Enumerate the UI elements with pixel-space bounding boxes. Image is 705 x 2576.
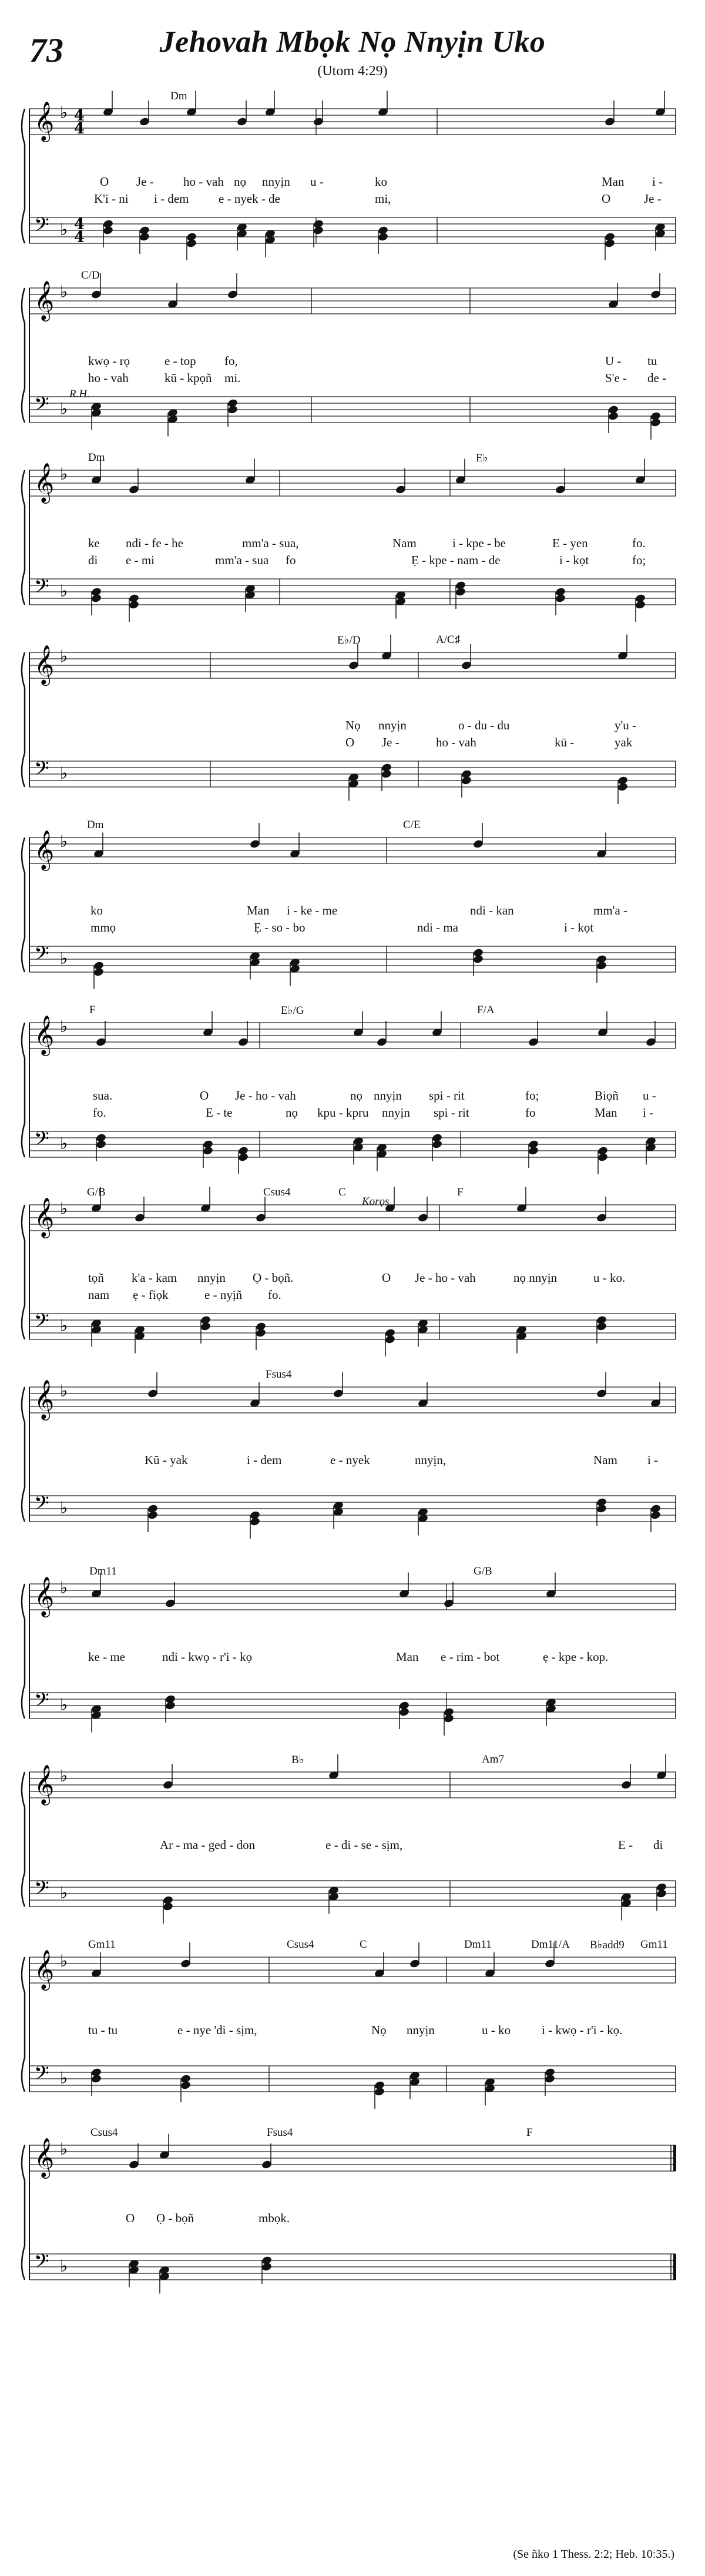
lyric-verse-2: e - nyịñ [204,1288,243,1302]
chord-symbol: F [89,1004,96,1016]
lyric-verse-1: Nam [392,536,417,550]
chord-symbol: Dm11 [464,1938,492,1951]
svg-text:4: 4 [74,120,85,138]
chord-symbol: Dm11 [89,1565,117,1577]
lyric-verse-1: kwọ - rọ [88,354,130,368]
lyric-verse-1: fo, [224,354,238,368]
music-system [0,2122,705,2298]
lyric-verse-1: Ọ - bọñ [156,2211,194,2225]
lyric-verse-1: e - top [164,354,196,368]
svg-text:4: 4 [74,229,85,246]
lyric-verse-1: di [653,1838,663,1852]
music-system [0,814,705,990]
lyric-verse-1: Nọ [371,2023,387,2037]
lyric-verse-2: Man [595,1106,617,1120]
lyric-verse-2: fo. [268,1288,281,1302]
svg-text:𝄢: 𝄢 [34,575,49,602]
svg-text:♭: ♭ [60,103,68,122]
score-direction: Korọs [362,1195,390,1208]
svg-text:♭: ♭ [60,1695,68,1714]
chord-symbol: G/B [87,1186,106,1198]
svg-text:𝄞: 𝄞 [34,2137,55,2177]
svg-text:𝄞: 𝄞 [34,1949,55,1989]
svg-text:𝄢: 𝄢 [34,1128,49,1155]
lyric-verse-1: fo; [525,1088,539,1103]
lyric-verse-1: e - di - se - sịm, [325,1838,403,1852]
scripture-reference: (Utom 4:29) [317,63,388,79]
lyric-verse-1: fo. [632,536,646,550]
score-direction: R.H. [69,388,90,400]
chord-symbol: Dm [87,819,104,831]
chord-symbol: C/D [81,269,100,282]
lyric-verse-2: ẹ - fiọk [133,1288,169,1302]
chord-symbol: Csus4 [90,2126,118,2139]
lyric-verse-1: nnyịn [378,718,407,732]
svg-text:𝄢: 𝄢 [34,1492,49,1519]
svg-text:𝄞: 𝄞 [34,1764,55,1804]
svg-text:♭: ♭ [60,464,68,484]
chord-symbol: C [360,1938,367,1951]
music-system [0,1181,705,1358]
chord-symbol: E♭ [476,452,488,464]
music-system [0,1934,705,2110]
lyric-verse-1: u - ko [482,2023,511,2037]
lyric-verse-1: O [200,1088,209,1103]
svg-text:♭: ♭ [60,1316,68,1335]
svg-text:𝄞: 𝄞 [34,280,55,320]
lyric-verse-1: ndi - fe - he [126,536,183,550]
svg-text:♭: ♭ [60,1498,68,1518]
lyric-verse-1: Kū - yak [145,1453,188,1467]
lyric-verse-1: E - [618,1838,633,1852]
lyric-verse-2: yak [615,735,633,749]
staff-lines [0,1364,705,1540]
lyric-verse-2: fo. [93,1106,106,1120]
chord-symbol: F/A [477,1004,495,1016]
lyric-verse-1: Je - [136,175,154,189]
lyric-verse-1: Man [602,175,625,189]
lyric-verse-2: E - te [206,1106,233,1120]
chord-symbol: Csus4 [263,1186,291,1198]
lyric-verse-1: e - rim - bot [441,1650,500,1664]
staff-lines [0,1181,705,1358]
lyric-verse-2: i - kọt [564,920,594,934]
svg-text:♭: ♭ [60,282,68,302]
lyric-verse-1: i - dem [247,1453,282,1467]
lyric-verse-1: ho - vah [183,175,224,189]
lyric-verse-1: Je - ho - vah [235,1088,296,1103]
lyric-verse-2: kpu - kpru [317,1106,369,1120]
svg-text:𝄢: 𝄢 [34,1877,49,1904]
lyric-verse-1: Man [247,903,270,917]
lyric-verse-2: S'e - [605,371,627,385]
music-system [0,629,705,805]
chord-symbol: F [526,2126,533,2139]
staff-lines [0,999,705,1175]
lyric-verse-1: i - kpe - be [452,536,506,550]
lyric-verse-2: ndi - ma [417,920,458,934]
lyric-verse-2: O [602,192,611,206]
svg-text:♭: ♭ [60,220,68,239]
svg-text:𝄞: 𝄞 [34,829,55,869]
lyric-verse-1: O [382,1271,391,1285]
lyric-verse-2: i - kọt [559,553,589,567]
hymn-number: 73 [29,31,63,69]
staff-lines [0,1560,705,1737]
staff-lines [0,264,705,441]
lyric-verse-1: ko [90,903,103,917]
chord-symbol: Fsus4 [267,2126,293,2139]
lyric-verse-1: u - [643,1088,656,1103]
svg-text:𝄞: 𝄞 [34,644,55,684]
lyric-verse-2: mi. [224,371,241,385]
svg-text:𝄢: 𝄢 [34,2062,49,2089]
lyric-verse-2: i - dem [154,192,189,206]
music-system [0,1560,705,1737]
svg-text:𝄞: 𝄞 [34,462,55,502]
lyric-verse-2: Je - [382,735,400,749]
chord-symbol: G/B [474,1565,492,1577]
svg-text:𝄞: 𝄞 [34,1197,55,1237]
lyric-verse-1: ndi - kwọ - r'i - kọ [162,1650,253,1664]
chord-symbol: C/E [403,819,421,831]
lyric-verse-1: Biọñ [595,1088,619,1103]
music-system [0,999,705,1175]
lyric-verse-2: spi - rit [434,1106,469,1120]
lyric-verse-1: nnyịn, [415,1453,446,1467]
chord-symbol: Fsus4 [266,1368,292,1381]
lyric-verse-1: nọ [234,175,246,189]
lyric-verse-1: i - kwọ - r'i - kọ. [542,2023,623,2037]
lyric-verse-1: spi - rit [429,1088,465,1103]
svg-text:𝄢: 𝄢 [34,1689,49,1716]
lyric-verse-1: ndi - kan [470,903,514,917]
svg-text:♭: ♭ [60,832,68,851]
lyric-verse-1: Nọ [345,718,361,732]
lyric-verse-1: tọñ [88,1271,104,1285]
svg-text:♭: ♭ [60,2139,68,2159]
lyric-verse-1: Ar - ma - ged - don [160,1838,256,1852]
chord-symbol: Am7 [482,1753,504,1766]
lyric-verse-2: Ẹ - so - bo [254,920,306,934]
chord-symbol: E♭/G [281,1004,304,1017]
lyric-verse-1: E - yen [552,536,588,550]
lyric-verse-1: k'a - kam [132,1271,177,1285]
lyric-verse-2: fo [525,1106,536,1120]
lyric-verse-1: mm'a - sua, [242,536,299,550]
music-system [0,264,705,441]
svg-text:𝄢: 𝄢 [34,2250,49,2277]
svg-text:♭: ♭ [60,2256,68,2276]
lyric-verse-1: tu [647,354,657,368]
svg-text:𝄢: 𝄢 [34,393,49,420]
staff-lines [0,447,705,623]
svg-text:♭: ♭ [60,2068,68,2088]
lyric-verse-1: e - nye 'di - sịm, [177,2023,257,2037]
lyric-verse-2: Je - [644,192,662,206]
chord-symbol: Csus4 [287,1938,314,1951]
chord-symbol: E♭/D [337,634,361,646]
svg-text:♭: ♭ [60,1017,68,1036]
svg-text:♭: ♭ [60,1766,68,1786]
lyric-verse-1: sua. [93,1088,113,1103]
music-system [0,1748,705,1925]
lyric-verse-2: ho - vah [436,735,476,749]
lyric-verse-1: Ọ - bọñ. [253,1271,294,1285]
lyric-verse-1: nọ [350,1088,362,1103]
lyric-verse-1: i - [652,175,663,189]
music-system [0,447,705,623]
staff-lines [0,85,705,262]
lyric-verse-2: kū - kpọñ [164,371,212,385]
lyric-verse-1: U - [605,354,622,368]
svg-text:♭: ♭ [60,949,68,968]
lyric-verse-1: e - nyek [330,1453,370,1467]
lyric-verse-2: nnyịn [382,1106,410,1120]
svg-text:♭: ♭ [60,1199,68,1218]
lyric-verse-1: Je - ho - vah [415,1271,476,1285]
music-system [0,1364,705,1540]
chord-symbol: B♭ [291,1754,304,1766]
lyric-verse-2: mi, [375,192,391,206]
svg-text:♭: ♭ [60,1883,68,1902]
lyric-verse-1: u - [310,175,324,189]
chord-symbol: F [457,1186,464,1198]
lyric-verse-1: u - ko. [593,1271,626,1285]
chord-symbol: Dm [170,90,187,102]
chord-symbol: B♭add9 [590,1939,625,1951]
lyric-verse-1: ke - me [88,1650,125,1664]
lyric-verse-1: nnyịn [374,1088,402,1103]
lyric-verse-1: i - [647,1453,659,1467]
lyric-verse-1: nnyịn [197,1271,226,1285]
lyric-verse-1: ko [375,175,387,189]
lyric-verse-1: ke [88,536,100,550]
svg-text:♭: ♭ [60,763,68,783]
hymn-title: Jehovah Mbọk Nọ Nnyịn Uko [159,25,546,59]
chord-symbol: Dm [88,451,105,464]
lyric-verse-2: e - nyek - de [219,192,280,206]
svg-text:♭: ♭ [60,581,68,601]
staff-lines [0,1934,705,2110]
chord-symbol: Gm11 [640,1938,668,1951]
staff-lines [0,1748,705,1925]
svg-text:♭: ♭ [60,399,68,418]
chord-symbol: C [338,1186,346,1198]
lyric-verse-1: mbọk. [258,2211,290,2225]
hymn-header [0,0,705,79]
lyric-verse-2: fo [286,553,296,567]
lyric-verse-2: ho - vah [88,371,129,385]
svg-text:𝄢: 𝄢 [34,758,49,785]
svg-text:♭: ♭ [60,1578,68,1597]
lyric-verse-2: di [88,553,98,567]
chord-symbol: Gm11 [88,1938,116,1951]
lyric-verse-1: nnyịn [262,175,290,189]
lyric-verse-1: y'u - [615,718,637,732]
svg-text:𝄞: 𝄞 [34,101,55,140]
lyric-verse-2: e - mi [126,553,155,567]
lyric-verse-2: kū - [555,735,575,749]
lyric-verse-2: Ẹ - kpe - nam - de [411,553,501,567]
svg-text:𝄞: 𝄞 [34,1379,55,1419]
svg-text:4: 4 [74,107,85,125]
lyric-verse-2: nam [88,1288,110,1302]
svg-text:♭: ♭ [60,1381,68,1401]
footer-references: (Se ñko 1 Thess. 2:2; Heb. 10:35.) [513,2548,674,2561]
lyric-verse-1: O [100,175,109,189]
staff-lines [0,629,705,805]
lyric-verse-1: o - du - du [458,718,510,732]
lyric-verse-2: O [345,735,355,749]
lyric-verse-1: mm'a - [593,903,628,917]
svg-text:4: 4 [74,216,85,233]
lyric-verse-1: nnyịn [407,2023,435,2037]
chord-symbol: Dm11/A [531,1938,570,1951]
lyric-verse-2: i - [643,1106,654,1120]
lyric-verse-2: K'i - ni [94,192,129,206]
svg-text:♭: ♭ [60,646,68,666]
svg-text:♭: ♭ [60,1951,68,1971]
lyric-verse-2: mmọ [90,920,116,934]
staff-lines [0,2122,705,2298]
chord-symbol: A/C♯ [436,634,461,646]
lyric-verse-2: de - [647,371,667,385]
lyric-verse-1: Man [396,1650,419,1664]
lyric-verse-1: i - ke - me [287,903,338,917]
svg-text:𝄢: 𝄢 [34,1310,49,1337]
staff-lines [0,814,705,990]
lyric-verse-2: nọ [286,1106,298,1120]
lyric-verse-1: tu - tu [88,2023,118,2037]
lyric-verse-1: Nam [593,1453,617,1467]
svg-text:♭: ♭ [60,1134,68,1153]
lyric-verse-1: O [126,2211,135,2225]
lyric-verse-1: nọ nnyịn [513,1271,558,1285]
svg-text:𝄞: 𝄞 [34,1576,55,1616]
lyric-verse-2: fo; [632,553,646,567]
svg-text:𝄢: 𝄢 [34,214,49,241]
lyric-verse-2: mm'a - sua [215,553,269,567]
lyric-verse-1: ẹ - kpe - kop. [543,1650,609,1664]
svg-text:𝄢: 𝄢 [34,943,49,970]
svg-text:𝄞: 𝄞 [34,1014,55,1054]
music-system [0,85,705,262]
